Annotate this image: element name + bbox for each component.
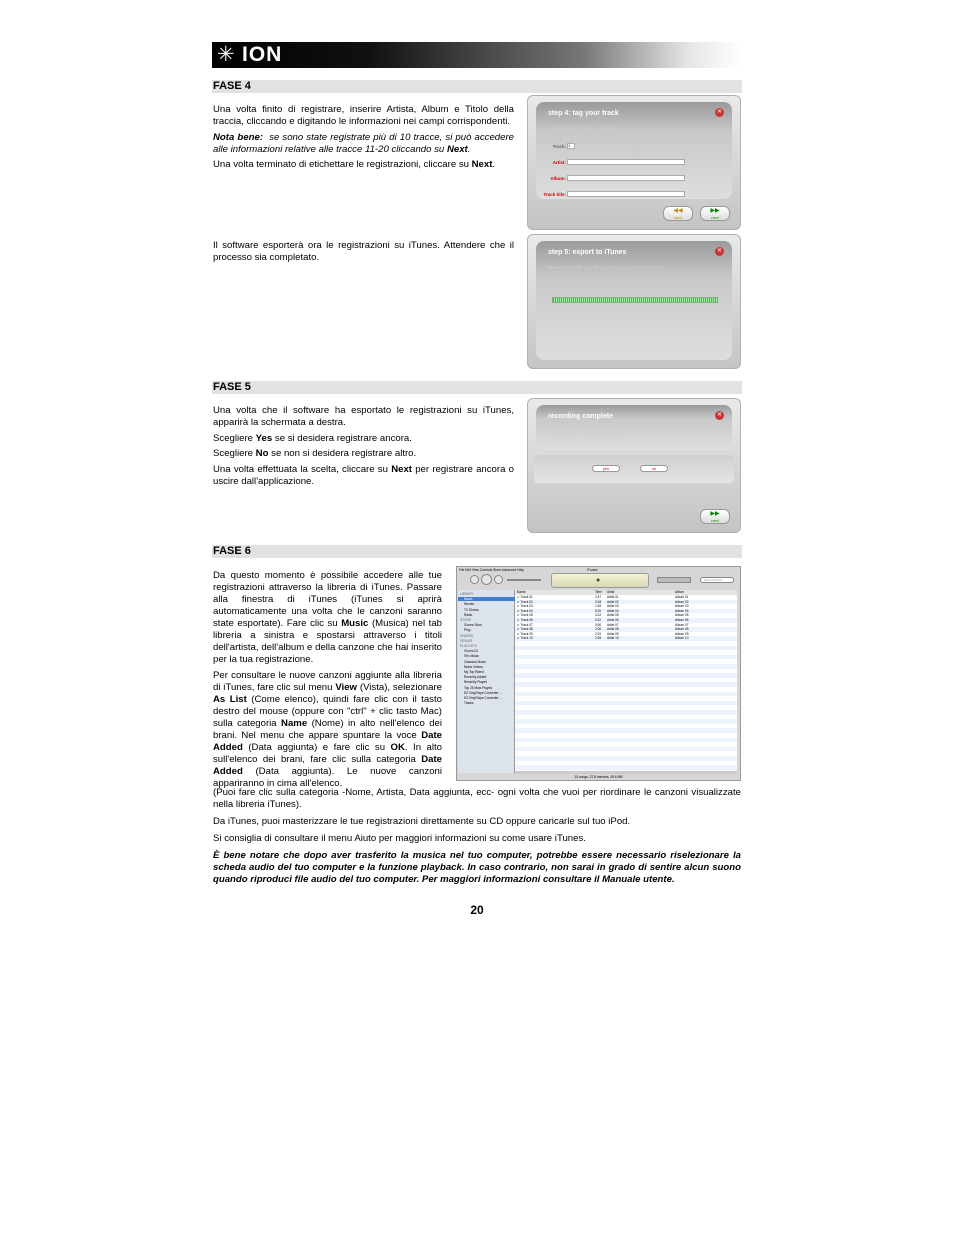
- itunes-window-title: iTunes: [587, 568, 598, 572]
- fase4-note: Nota bene: se sono state registrate più di 10 tracce, si può accedere alle informazioni relative alle tracce 11-20 cliccando su Next.: [213, 131, 514, 155]
- table-cell: Album 01: [675, 595, 689, 599]
- table-cell: Artist 08: [607, 627, 619, 632]
- view-buttons[interactable]: [657, 577, 691, 583]
- sidebar-item[interactable]: Radio: [464, 612, 473, 617]
- p1-b: Music: [341, 618, 369, 629]
- table-cell: 3:12: [595, 613, 602, 618]
- itunes-display: [551, 573, 649, 588]
- artist-label: Artist:: [552, 160, 566, 165]
- track-field[interactable]: 1: [567, 143, 575, 149]
- para3-text: Una volta terminato di etichettare le registrazioni, cliccare su: [213, 159, 469, 170]
- next-icon[interactable]: [494, 575, 503, 584]
- dialog-subtitle: Please wait while your files are being exported into iTunes: [548, 265, 664, 270]
- sidebar-header: SHARED: [460, 633, 474, 638]
- table-cell: ✔ Track 06: [517, 618, 533, 622]
- sidebar-item[interactable]: Top 25 Most Played: [464, 685, 492, 690]
- table-cell: 3:22: [595, 618, 602, 622]
- fase6-paragraph-4: Si consiglia di consultare il menu Aiuto per maggiori informazioni su come usare iTunes.: [213, 833, 586, 844]
- track-list-header[interactable]: [515, 590, 737, 595]
- screenshot-export-itunes: [527, 234, 741, 369]
- table-cell: ✔ Track 03: [517, 604, 533, 609]
- fase6-text-column: [213, 570, 442, 790]
- close-icon[interactable]: ✕: [716, 109, 723, 115]
- sidebar-item[interactable]: 90's Music: [464, 654, 479, 659]
- sidebar-item[interactable]: iTunes DJ: [464, 649, 479, 654]
- fase6-paragraph-1: [213, 570, 442, 666]
- fase6-paragraph-3: Da iTunes, puoi masterizzare le tue registrazioni direttamente su CD oppure caricarle sul tuo iPod.: [213, 816, 631, 827]
- yes-post: se si desidera registrare ancora.: [274, 432, 412, 444]
- sidebar-item[interactable]: TV Shows: [464, 607, 479, 612]
- p2-j: OK: [390, 741, 405, 753]
- table-cell: ✔ Track 04: [517, 608, 533, 613]
- back-label: back: [673, 215, 683, 220]
- apple-icon: ●: [596, 577, 601, 584]
- p2-i: (Data aggiunta) e fare clic su: [248, 741, 386, 753]
- p2-b: View: [335, 681, 358, 693]
- fase5-text: [213, 405, 514, 491]
- fase5-yes: [213, 433, 514, 445]
- track-title-field[interactable]: [567, 191, 685, 197]
- screenshot-tag-track: [527, 95, 741, 230]
- play-icon[interactable]: [481, 574, 492, 585]
- dialog-title: step 4: tag your track: [548, 110, 619, 117]
- sidebar-item[interactable]: EZ Vinyl/Tape Converter ...: [464, 690, 503, 695]
- no-pre: Scegliere: [213, 448, 253, 459]
- fase5-no: [213, 448, 514, 460]
- itunes-menu-bar[interactable]: File Edit View Controls Store Advanced Help: [459, 568, 524, 572]
- choice-panel: [534, 455, 734, 483]
- table-cell: 1:49: [595, 604, 602, 609]
- rewind-icon: ◀◀: [673, 208, 683, 214]
- sidebar-item[interactable]: Ping: [464, 628, 471, 633]
- artist-field[interactable]: [567, 159, 685, 165]
- note-label: Nota bene:: [213, 131, 263, 143]
- horizontal-scrollbar[interactable]: [515, 771, 737, 774]
- itunes-sidebar: [458, 590, 515, 773]
- table-cell: 3:00: [595, 622, 602, 627]
- dialog-title: step 5: export to iTunes: [548, 249, 627, 256]
- table-cell: Album 10: [675, 636, 689, 641]
- fase4-paragraph-4: Il software esporterà ora le registrazioni su iTunes. Attendere che il processo sia completato.: [213, 240, 514, 263]
- table-cell: Artist 02: [607, 599, 619, 604]
- p2-c: (Vista), selezionare: [359, 681, 442, 693]
- table-cell: Album 09: [675, 631, 689, 636]
- track-title-label: Track title:: [543, 192, 566, 197]
- page-number: 20: [470, 903, 484, 917]
- itunes-track-list: [515, 590, 737, 773]
- table-cell: 3:18: [595, 599, 602, 604]
- sidebar-item[interactable]: My Top Rated: [464, 670, 484, 674]
- table-cell: Album 02: [675, 599, 689, 604]
- p2-e: (Come elenco), quindi fare clic con il tasto destro del mouse (oppure con "ctrl" + clic tasto Mac) sulla categoria: [213, 693, 442, 729]
- p2-g: (Nome) in alto nell'elenco dei brani. Nel menu che appare spuntare la voce: [213, 717, 442, 741]
- no-button[interactable]: no: [640, 465, 668, 472]
- progress-bar: [552, 297, 718, 303]
- fase5-next: [213, 464, 514, 488]
- p2-d: As List: [213, 693, 247, 705]
- table-cell: Album 05: [675, 613, 689, 618]
- dialog-subtitle: Would you like to record something else?: [548, 429, 631, 434]
- column-header[interactable]: Album: [675, 590, 685, 594]
- no-bold: No: [255, 448, 269, 459]
- sidebar-header: GENIUS: [460, 638, 473, 643]
- no-post: se non si desidera registrare altro.: [271, 448, 417, 459]
- p2-a: Per consultare le nuove canzoni aggiunte alla libreria di iTunes, fare clic sul menu: [213, 669, 442, 693]
- table-cell: Artist 06: [607, 618, 619, 622]
- brand-logo: ION: [242, 43, 283, 66]
- progress-fill: [553, 298, 717, 302]
- table-cell: 2:47: [595, 595, 602, 599]
- close-icon[interactable]: ✕: [716, 248, 723, 254]
- table-cell: 5:20: [595, 608, 602, 613]
- table-cell: ✔ Track 05: [517, 613, 533, 618]
- volume-slider[interactable]: [507, 579, 541, 581]
- next-bold: Next: [391, 463, 412, 475]
- dialog-title: recording complete: [548, 413, 613, 420]
- p2-k: . In alto sull'elenco dei brani, fare clic sulla categoria: [213, 741, 443, 765]
- dialog-subtitle: Insert track info for your recording: [548, 126, 616, 131]
- dialog-panel: [536, 102, 732, 199]
- fase6-paragraph-2: [213, 670, 442, 790]
- search-input[interactable]: Search Music: [700, 577, 734, 583]
- previous-icon[interactable]: [470, 575, 479, 584]
- sidebar-header: STORE: [460, 618, 471, 622]
- album-label: Album:: [550, 176, 566, 181]
- table-cell: Artist 07: [607, 622, 619, 627]
- table-cell: Artist 10: [607, 636, 619, 641]
- table-cell: Album 06: [675, 618, 689, 622]
- table-cell: Artist 04: [607, 608, 619, 613]
- fase4-paragraph-3: Una volta terminato di etichettare le registrazioni, cliccare su Next.: [213, 159, 496, 170]
- table-cell: Artist 01: [607, 595, 619, 599]
- brand-header-bar: [212, 42, 742, 68]
- p1-a: Da questo momento è possibile accedere alle tue registrazioni attraverso la libreria di iTunes. Passare alla finestra di iTunes (iTunes si aprirà automaticamente una volta che le canzoni saranno state esportate). Fare clic su: [213, 570, 442, 629]
- album-field[interactable]: [567, 175, 685, 181]
- fase6-paragraph-reorder: (Puoi fare clic sulla categoria -Nome, Artista, Data aggiunta, ecc- ogni volta che vuoi per riordinare le canzoni visualizzate nella libreria iTunes).: [213, 787, 741, 810]
- p2-h: Date Added: [213, 729, 442, 753]
- table-cell: ✔ Track 07: [517, 622, 533, 627]
- next-post: per registrare ancora o uscire dall'applicazione.: [213, 463, 514, 487]
- table-cell: 2:00: [595, 627, 602, 632]
- column-header[interactable]: Time: [595, 590, 602, 594]
- next-button[interactable]: [700, 206, 730, 221]
- itunes-status: 10 songs, 27.8 minutes, 49.6 MB: [574, 775, 623, 779]
- table-cell: ✔ Track 08: [517, 627, 533, 632]
- sidebar-item[interactable]: Recently Added: [464, 675, 487, 680]
- note-text: se sono state registrate più di 10 tracce, si può accedere alle informazioni relative alle tracce 11-20 cliccando su: [213, 131, 514, 155]
- section-heading-fase4: FASE 4: [212, 80, 742, 93]
- table-cell: Album 04: [675, 608, 689, 613]
- fase6-text-full: [213, 787, 741, 890]
- sidebar-item[interactable]: Tracks: [464, 701, 474, 706]
- dialog-panel: [536, 405, 732, 450]
- table-cell: Album 03: [675, 604, 689, 609]
- section-heading-fase6: FASE 6: [212, 545, 742, 558]
- table-cell: ✔ Track 10: [517, 636, 533, 641]
- sidebar-item[interactable]: Recently Played: [464, 680, 488, 685]
- note-next: Next: [446, 143, 468, 155]
- sidebar-item[interactable]: Music Videos: [464, 664, 483, 669]
- back-button[interactable]: [663, 206, 693, 221]
- sidebar-header: LIBRARY: [460, 592, 474, 596]
- table-cell: 2:31: [595, 631, 602, 636]
- next-label: next: [711, 215, 719, 220]
- p2-l: Date Added: [213, 753, 442, 777]
- p1-c: (Musica) nel tab libreria a sinistra e spostarsi attraverso i titoli dell'artista, dell'album e della canzone che hai inserito per la tua registrazione.: [213, 618, 442, 665]
- next-pre: Una volta effettuata la scelta, cliccare su: [213, 463, 388, 475]
- yes-button[interactable]: yes: [592, 465, 620, 472]
- table-cell: 2:25: [595, 636, 602, 641]
- yes-bold: Yes: [255, 432, 273, 444]
- forward-icon: ▶▶: [710, 511, 720, 517]
- fase5-paragraph-1: Una volta che il software ha esportato le registrazioni su iTunes, apparirà la schermata a destra.: [213, 405, 514, 428]
- dialog-panel: [536, 241, 732, 360]
- ion-star-icon: ✳: [217, 43, 235, 66]
- fase4-text: [213, 104, 514, 175]
- sidebar-item[interactable]: EZ Vinyl/Tape Converter ...: [464, 696, 503, 700]
- table-cell: ✔ Track 02: [517, 599, 533, 604]
- table-cell: Album 07: [675, 622, 689, 627]
- table-cell: Artist 09: [607, 631, 619, 636]
- table-cell: Album 08: [675, 627, 689, 632]
- fase6-warning: È bene notare che dopo aver trasferito la musica nel tuo computer, potrebbe essere necessario riselezionare la scheda audio del tuo computer e la funzione playback. In caso contrario, non sarai in grado di sentire alcun suono quando riproduci file audio del tuo computer. Per maggiori informazioni consultare il Manuale utente.: [213, 850, 741, 885]
- sidebar-item[interactable]: Classical Music: [464, 659, 486, 664]
- sidebar-item[interactable]: Music: [458, 597, 518, 601]
- table-cell: Artist 05: [607, 613, 619, 618]
- p2-f: Name: [281, 717, 308, 729]
- close-icon[interactable]: ✕: [716, 412, 723, 418]
- fase4-paragraph-1: Una volta finito di registrare, inserire Artista, Album e Titolo della traccia, cliccando e digitando le informazioni nei campi corrispondenti.: [213, 104, 514, 127]
- para3-bold: Next: [471, 159, 493, 170]
- next-label: next: [711, 518, 719, 523]
- forward-icon: ▶▶: [710, 208, 720, 214]
- table-cell: ✔ Track 09: [517, 631, 533, 636]
- screenshot-recording-complete: [527, 398, 741, 533]
- track-label: Track:: [552, 144, 566, 149]
- yes-pre: Scegliere: [213, 432, 253, 444]
- sidebar-item[interactable]: Movies: [464, 602, 475, 607]
- p2-m: (Data aggiunta). Le nuove canzoni appariranno in cima all'elenco.: [213, 765, 442, 789]
- table-cell: Artist 03: [607, 604, 619, 609]
- next-button[interactable]: [700, 509, 730, 524]
- section-heading-fase5: FASE 5: [212, 381, 742, 394]
- itunes-window: [456, 566, 741, 781]
- sidebar-header: PLAYLISTS: [460, 644, 477, 648]
- table-row: [515, 765, 737, 770]
- table-cell: ✔ Track 01: [517, 595, 533, 599]
- column-header[interactable]: Name: [517, 590, 526, 594]
- column-header[interactable]: Artist: [607, 590, 615, 594]
- sidebar-item[interactable]: iTunes Store: [464, 623, 482, 628]
